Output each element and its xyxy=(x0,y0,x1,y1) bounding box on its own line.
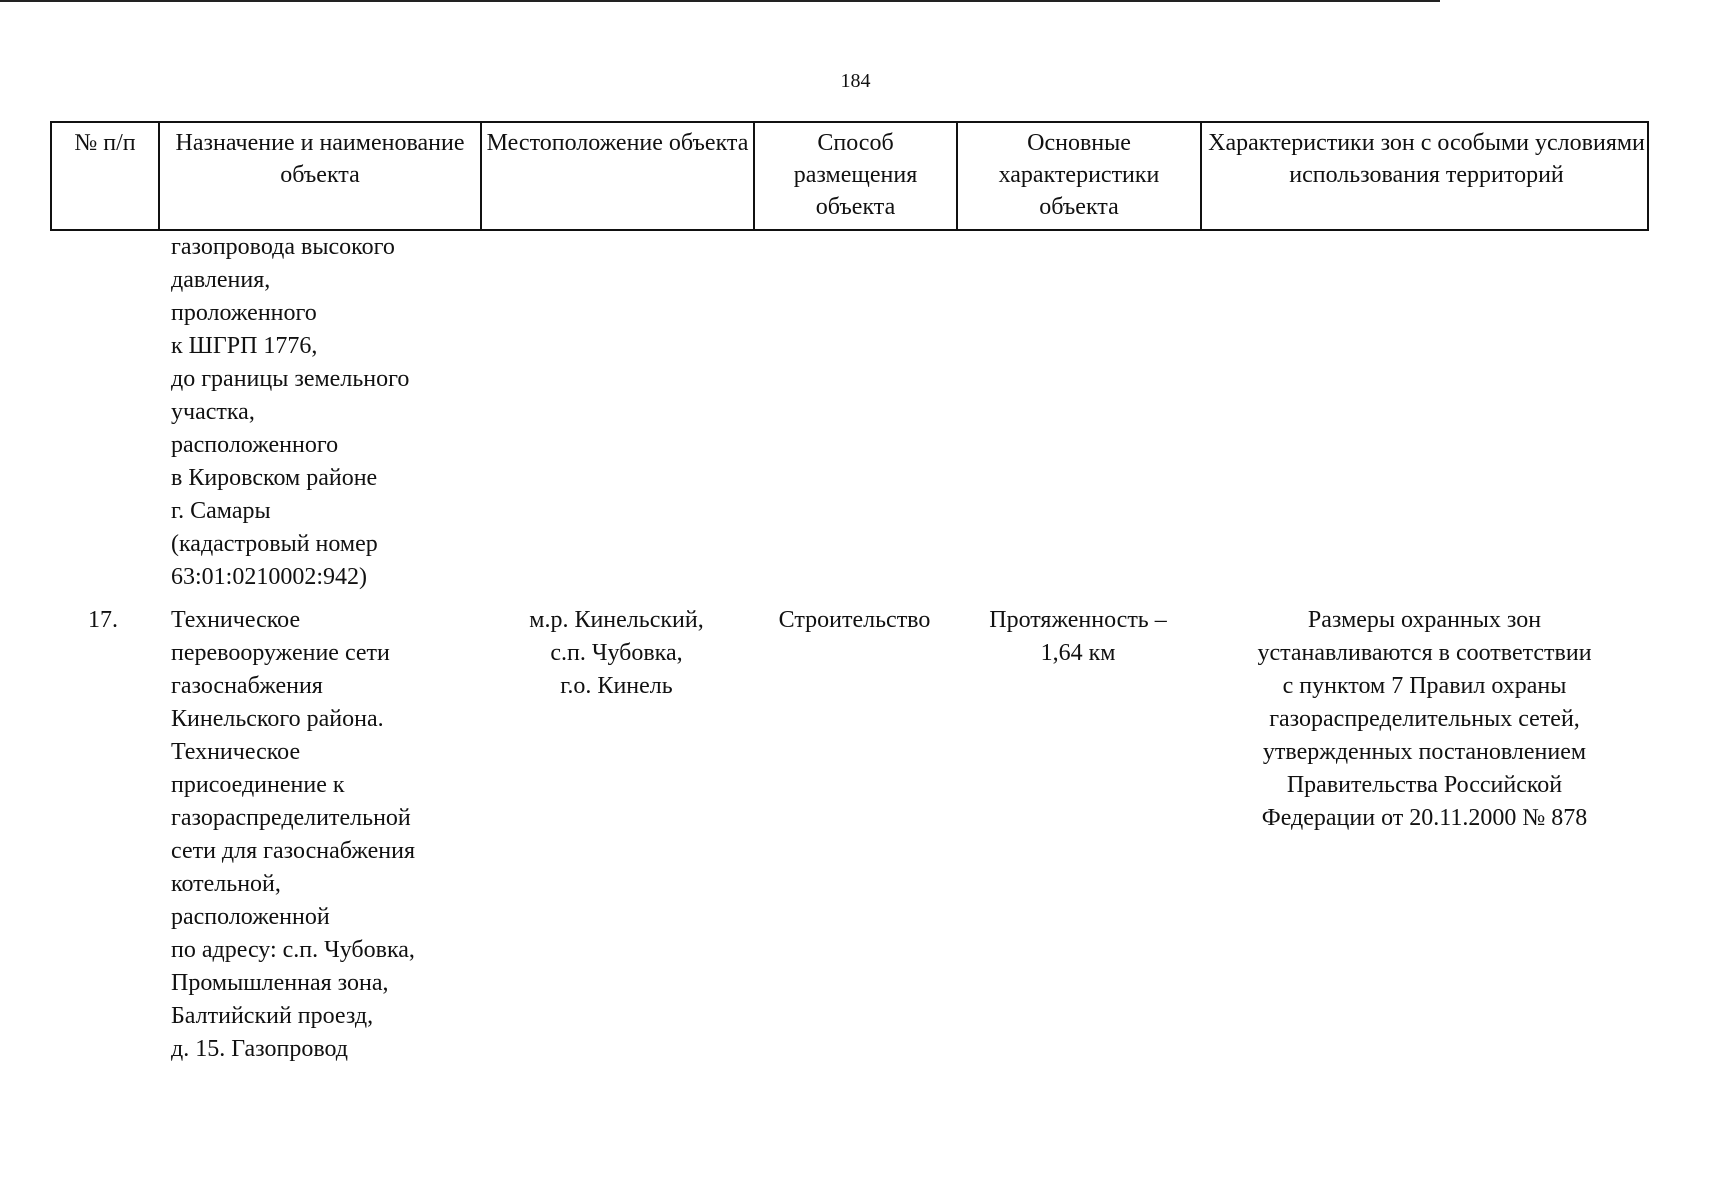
header-location: Местоположение объекта xyxy=(482,123,755,229)
object-location: м.р. Кинельский, с.п. Чубовка, г.о. Кинель xyxy=(529,607,704,699)
main-characteristics: Протяженность – 1,64 км xyxy=(989,607,1167,666)
page-number: 184 xyxy=(840,70,871,92)
header-zone-characteristics: Характеристики зон с особыми условиями использования территорий xyxy=(1208,130,1645,188)
header-number: № п/п xyxy=(52,123,160,229)
table-header xyxy=(50,121,1649,231)
row-number: 17. xyxy=(88,607,118,633)
header-object-name: Назначение и наименование объекта xyxy=(160,123,482,229)
continued-object-name: газопровода высокого давления, проложенного к ШГРП 1776, до границы земельного участка, расположенного в Кировском районе г. Самары (кадастровый номер 63:01:0210002:942) xyxy=(171,234,410,590)
zone-characteristics: Размеры охранных зон устанавливаются в соответствии с пунктом 7 Правил охраны газораспределительных сетей, утвержденных постановлением Правительства Российской Федерации от 20.11.2000 № 878 xyxy=(1257,607,1592,831)
object-name: Техническое перевооружение сети газоснабжения Кинельского района. Техническое присоединение к газораспределительной сети для газоснабжения котельной, расположенной по адресу: с.п. Чубовка, Промышленная зона, Балтийский проезд, д. 15. Газопровод xyxy=(171,607,415,1062)
header-placement-method: Способ размещения объекта xyxy=(755,123,958,229)
top-border-line xyxy=(0,0,1440,2)
placement-method: Строительство xyxy=(778,607,931,633)
header-main-characteristics: Основные характеристики объекта xyxy=(958,123,1202,229)
